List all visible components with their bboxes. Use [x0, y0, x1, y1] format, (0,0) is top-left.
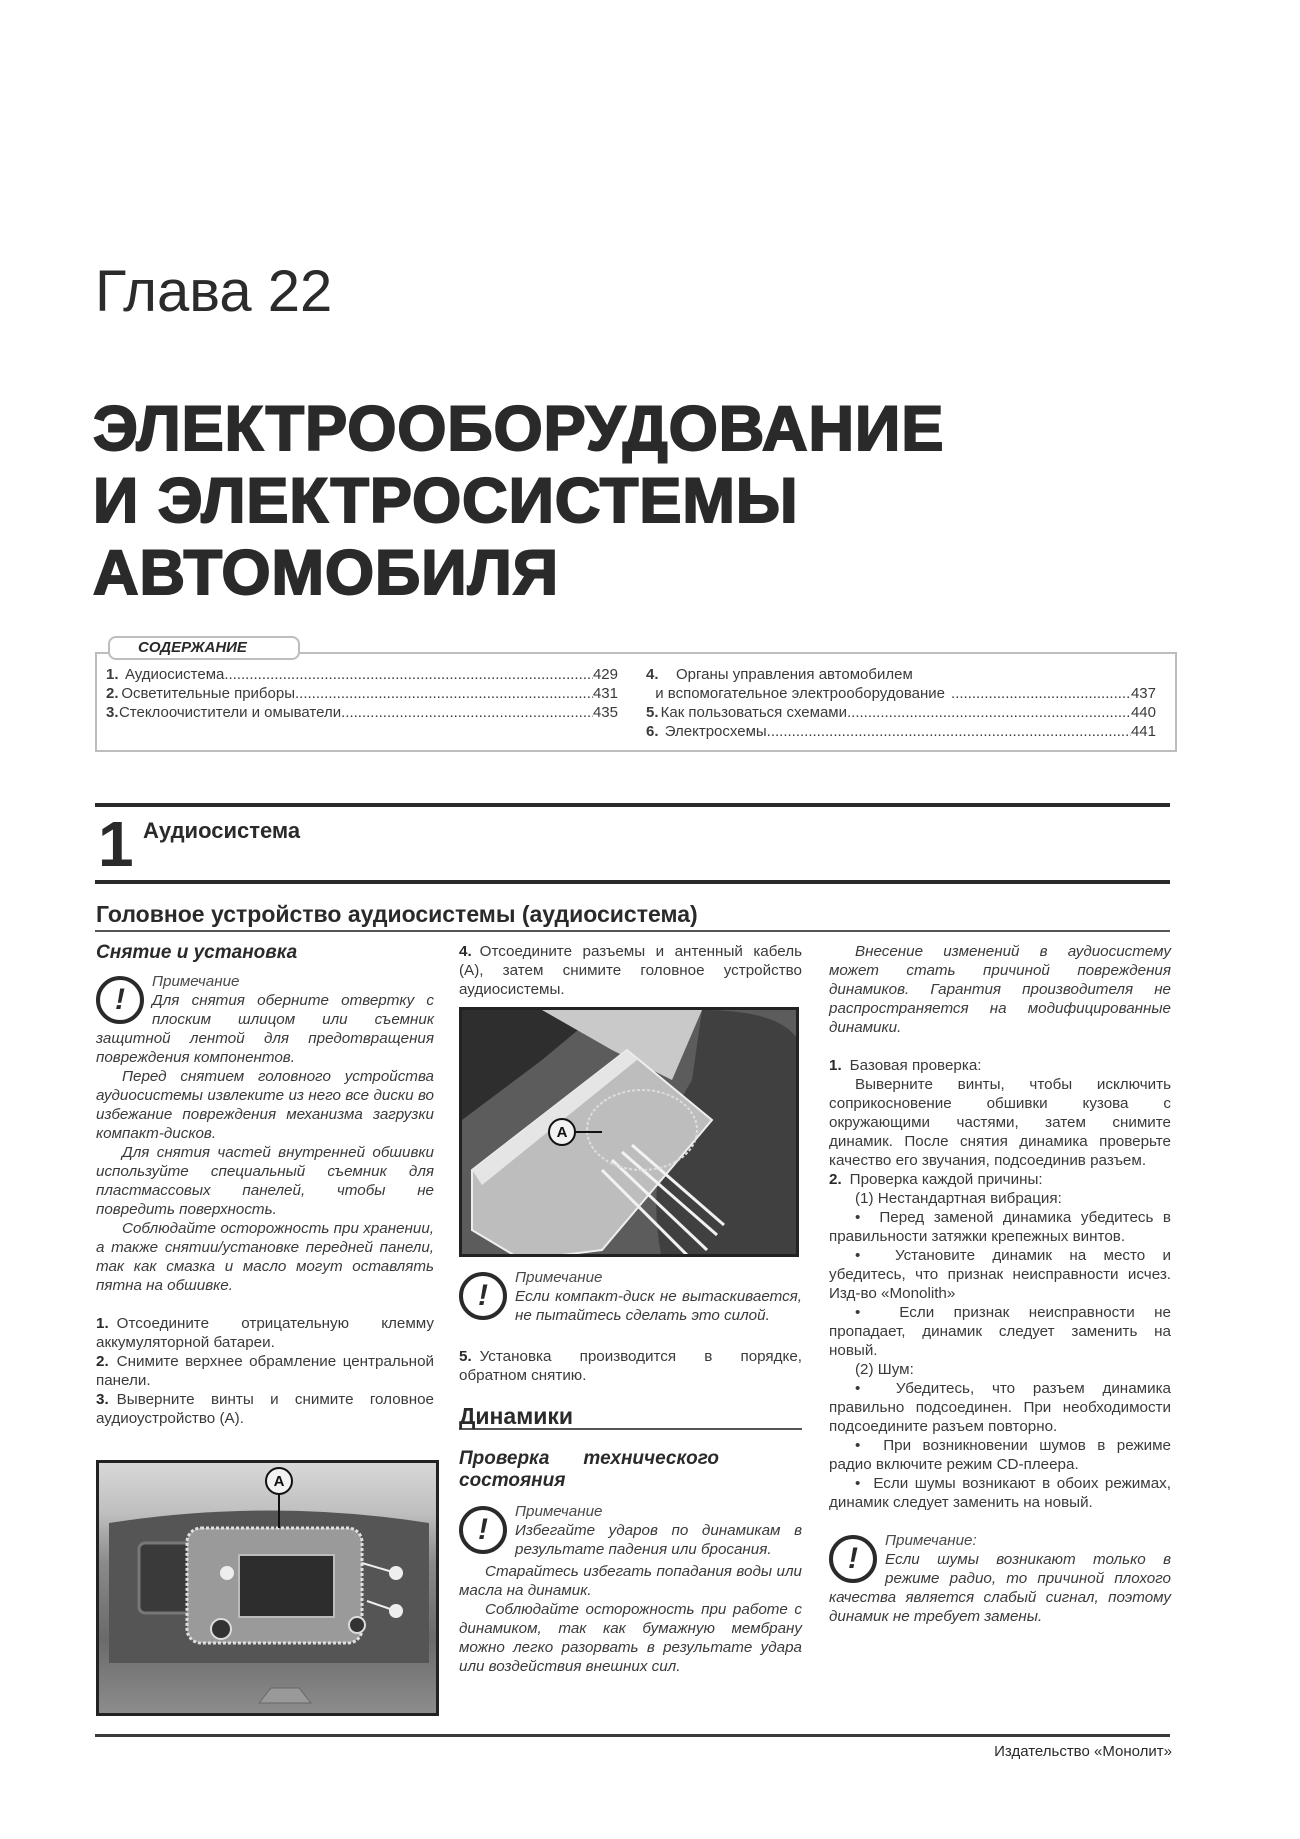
- toc-item-page: 429: [592, 666, 618, 683]
- note-text: Если компакт-диск не вытаскивается, не пытайтесь сделать это силой.: [515, 1288, 802, 1324]
- toc-item-number: 5.: [646, 704, 659, 721]
- toc-item-number: 3.: [106, 704, 119, 721]
- toc-item[interactable]: [646, 703, 1156, 722]
- exclamation-icon: !: [96, 976, 144, 1024]
- note-block: [459, 1268, 802, 1328]
- exclamation-icon: !: [459, 1272, 507, 1320]
- step-number: 1.: [829, 1057, 842, 1074]
- note-text: Избегайте ударов по динамикам в результате падения или бросания.: [515, 1522, 802, 1558]
- toc-item-number: 6.: [646, 723, 659, 740]
- paragraph: Выверните винты, чтобы исключить соприкосновение обшивки кузова с окружающими частями, затем снимите динамик. После снятия динамика проверьте качество его звучания, подсоединив разъем.: [829, 1076, 1171, 1169]
- step-item: [96, 1390, 434, 1428]
- step-item: [96, 1314, 434, 1352]
- section-title: Аудиосистема: [143, 818, 301, 843]
- column-1: [96, 942, 434, 1428]
- toc-leader-dots: [341, 703, 593, 722]
- paragraph: Перед снятием головного устройства аудиосистемы извлеките из него все диски во избежание повреждения механизма загрузки компакт-дисков.: [96, 1068, 434, 1142]
- chapter-title: [93, 393, 944, 609]
- toc-leader-dots: [767, 722, 1131, 741]
- step-item: [96, 1352, 434, 1390]
- note-label: Примечание:: [885, 1532, 977, 1549]
- step-text: Отсоедините отрицательную клемму аккумуляторной батареи.: [96, 1315, 434, 1351]
- paragraph: Внесение изменений в аудиосистему может стать причиной повреждения динамиков. Гарантия производителя не распространяется на модифицированные динамики.: [829, 943, 1171, 1036]
- toc-item-title: Осветительные приборы: [121, 685, 295, 702]
- bullet-item: • Убедитесь, что разъем динамика правильно подсоединен. При необходимости подсоедините разъем повторно.: [829, 1380, 1171, 1435]
- bullet-item: • Установите динамик на место и убедитесь, что признак неисправности исчез. Изд-во «Monolith»: [829, 1247, 1172, 1302]
- toc-leader-dots: [951, 684, 1131, 703]
- note-label: Примечание: [515, 1503, 603, 1520]
- toc-item[interactable]: [106, 703, 618, 722]
- chapter-title-line-3: АВТОМОБИЛЯ: [93, 538, 560, 608]
- section-number: 1: [98, 808, 134, 880]
- paragraph: Соблюдайте осторожность при хранении, а также снятии/установке передней панели, так как смазка и масло могут оставлять пятна на обшивке.: [96, 1220, 434, 1294]
- callout-label-a: A: [265, 1467, 293, 1495]
- note-block: [829, 1531, 1171, 1626]
- toc-leader-dots: [295, 684, 593, 703]
- toc-item-line[interactable]: [646, 665, 1156, 684]
- toc-column-right: [646, 665, 1156, 741]
- note-label: Примечание: [152, 973, 240, 990]
- step-item: [829, 1170, 1171, 1189]
- note-block: [459, 1502, 802, 1562]
- toc-item-title: Органы управления автомобилем: [676, 666, 913, 683]
- step-text: Выверните винты и снимите головное аудиоустройство (А).: [96, 1391, 434, 1427]
- heading-speakers: Динамики: [459, 1407, 802, 1430]
- section-rule-top: [95, 803, 1170, 807]
- step-item: [459, 942, 802, 999]
- toc-item[interactable]: [106, 684, 618, 703]
- step-text: Снимите верхнее обрамление центральной панели.: [96, 1353, 434, 1389]
- step-item: [829, 1056, 1171, 1075]
- subsection-title: Головное устройство аудиосистемы (аудиосистема): [96, 901, 698, 927]
- toc-item-title: Аудиосистема: [124, 666, 225, 683]
- exclamation-icon: !: [459, 1506, 507, 1554]
- toc-item-title: Как пользоваться схемами: [660, 704, 847, 721]
- connectors-illustration: [462, 1010, 799, 1257]
- chapter-label: Глава 22: [95, 259, 333, 324]
- toc-leader-dots: [847, 703, 1131, 722]
- section-rule-bottom: [95, 880, 1170, 884]
- subsection-rule: [95, 930, 1170, 932]
- toc-item-number: 2.: [106, 685, 119, 702]
- step-number: 2.: [96, 1353, 109, 1370]
- bullet-item: • Перед заменой динамика убедитесь в правильности затяжки крепежных винтов.: [829, 1209, 1171, 1245]
- step-title: Базовая проверка:: [849, 1057, 982, 1074]
- bullet-item: • Если шумы возникают в обоих режимах, динамик следует заменить на новый.: [829, 1475, 1171, 1511]
- step-title: Проверка каждой причины:: [849, 1171, 1043, 1188]
- toc-item-page: 437: [1130, 685, 1156, 702]
- sub-heading: (2) Шум:: [855, 1361, 914, 1378]
- toc-leader-dots: [224, 665, 593, 684]
- callout-label-a: A: [548, 1118, 576, 1146]
- figure-head-unit-connectors: [459, 1007, 799, 1257]
- toc-item-title: и вспомогательное электрооборудование: [655, 685, 946, 702]
- toc-item[interactable]: [106, 665, 618, 684]
- step-text: Установка производится в порядке, обратном снятию.: [459, 1348, 802, 1384]
- toc-item-page: 440: [1130, 704, 1156, 721]
- exclamation-icon: !: [829, 1535, 877, 1583]
- chapter-title-line-1: ЭЛЕКТРООБОРУДОВАНИЕ: [93, 394, 945, 464]
- toc-item-page: 431: [592, 685, 618, 702]
- step-number: 3.: [96, 1391, 109, 1408]
- step-number: 2.: [829, 1171, 842, 1188]
- paragraph: Для снятия частей внутренней обшивки используйте специальный съемник для пластмассовых панелей, чтобы не повредить поверхность.: [96, 1144, 434, 1218]
- step-number: 1.: [96, 1315, 109, 1332]
- toc-item[interactable]: [646, 722, 1156, 741]
- bullet-item: • Если признак неисправности не пропадает, динамик следует заменить на новый.: [829, 1304, 1172, 1359]
- paragraph: Соблюдайте осторожность при работе с динамиком, так как бумажную мембрану можно легко разорвать в результате удара или воздействия внешних сил.: [459, 1601, 802, 1675]
- publisher-footer: Издательство «Монолит»: [994, 1743, 1172, 1760]
- step-text: Отсоедините разъемы и антенный кабель (А), затем снимите головное устройство аудиосистемы.: [459, 943, 802, 998]
- toc-item-page: 441: [1130, 723, 1156, 740]
- toc-item-title: Электросхемы: [664, 723, 767, 740]
- step-number: 4.: [459, 943, 472, 960]
- column-2: [459, 942, 802, 999]
- toc-item-title: Стеклоочистители и омыватели: [118, 704, 342, 721]
- sub-heading: (1) Нестандартная вибрация:: [855, 1190, 1062, 1207]
- note-label: Примечание: [515, 1269, 603, 1286]
- toc-item-number: 4.: [646, 666, 659, 683]
- column-2-lower: [459, 1268, 802, 1676]
- figure-head-unit-dashboard: [96, 1460, 439, 1716]
- paragraph: Старайтесь избегать попадания воды или масла на динамик.: [459, 1563, 802, 1599]
- heading-removal-installation: Снятие и установка: [96, 942, 298, 963]
- step-number: 5.: [459, 1348, 472, 1365]
- column-3: [829, 942, 1171, 1626]
- note-text: Если шумы возникают только в режиме радио, то причиной плохого качества является слабый сигнал, поэтому динамик не требует замены.: [829, 1551, 1171, 1625]
- toc-heading: СОДЕРЖАНИЕ: [108, 636, 300, 660]
- step-item: [459, 1347, 802, 1385]
- bullet-item: • При возникновении шумов в режиме радио включите режим CD-плеера.: [829, 1437, 1172, 1473]
- head-unit-illustration: [99, 1463, 439, 1716]
- note-text: Для снятия оберните отвертку с плоским шлицом или съемник защитной лентой для предотвращения повреждения компонентов.: [96, 992, 434, 1066]
- chapter-title-line-2: И ЭЛЕКТРОСИСТЕМЫ: [93, 466, 799, 536]
- toc-item[interactable]: [646, 684, 1156, 703]
- footer-rule: [95, 1734, 1170, 1737]
- toc-item-page: 435: [592, 704, 618, 721]
- note-block: [96, 972, 434, 1067]
- heading-technical-check: Проверка технического состояния: [459, 1448, 719, 1491]
- toc-column-left: [106, 665, 618, 722]
- toc-item-number: 1.: [106, 666, 119, 683]
